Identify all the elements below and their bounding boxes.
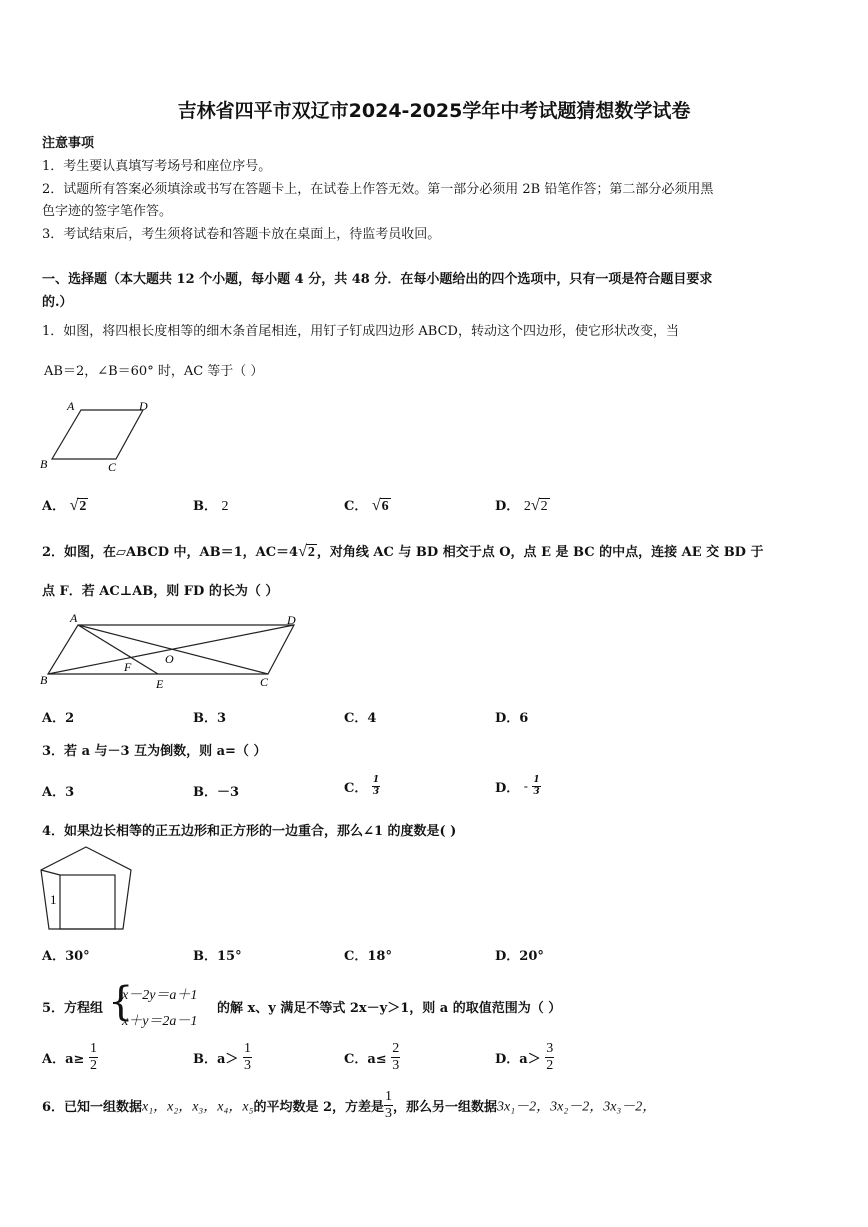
fraction: $\frac{3}{2}$ xyxy=(546,1041,554,1073)
label-b: B xyxy=(40,673,48,687)
sqrt-expression: √6 xyxy=(371,497,389,514)
q5-option-d[interactable] xyxy=(495,1042,554,1073)
label-b: B xyxy=(40,457,48,471)
q5-option-a[interactable] xyxy=(42,1042,98,1073)
equation-1: x－2y＝a＋1 xyxy=(122,988,198,1003)
diagonal-bd xyxy=(48,625,294,674)
q2-option-d[interactable]: D．6 xyxy=(495,711,529,726)
option-label: C． xyxy=(344,781,368,796)
brace-icon: { xyxy=(108,979,134,1025)
option-label: C． xyxy=(344,499,368,514)
q3-option-d[interactable]: D． - $\frac{1}{3}$ xyxy=(495,775,540,797)
question-5-prefix: 5．方程组 xyxy=(42,1001,104,1016)
notice-item-1: 1．考生要认真填写考场号和座位序号。 xyxy=(42,159,272,174)
question-6-text: 6．已知一组数据x₁，x₂，x₃，x₄，x₅的平均数是 2，方差是 $\frac{1}{3}$ ，那么另一组数据3x₁－2，3x₂－2，3x₃－2， xyxy=(42,1089,657,1121)
q5-option-c[interactable] xyxy=(344,1042,400,1073)
fraction: $\frac{1}{3}$ xyxy=(533,775,540,797)
question-5-suffix: 的解 x、y 满足不等式 2x－y＞1，则 a 的取值范围为（ ） xyxy=(217,1001,562,1016)
square-shape xyxy=(60,875,115,929)
notice-item-2: 2．试题所有答案必须填涂或书写在答题卡上，在试卷上作答无效。第一部分必须用 2B 铅笔作答；第二部分必须用黑 xyxy=(42,182,714,197)
option-label: A．a≥ xyxy=(42,1052,85,1067)
option-label: D． xyxy=(495,499,520,514)
option-label: B． xyxy=(193,499,217,514)
label-d: D xyxy=(287,613,296,627)
rhombus-shape xyxy=(52,410,143,459)
fraction: $\frac{2}{3}$ xyxy=(392,1041,400,1073)
q4-option-d[interactable]: D．20° xyxy=(495,949,544,964)
question-2-figure xyxy=(36,610,308,692)
q1-option-b[interactable] xyxy=(193,495,229,515)
q2-option-a[interactable]: A．2 xyxy=(42,711,75,726)
option-label: D． xyxy=(495,781,520,796)
label-f: F xyxy=(124,660,132,674)
question-3-text: 3．若 a 与－3 互为倒数，则 a=（ ） xyxy=(42,744,267,759)
q3-option-a[interactable]: A．3 xyxy=(42,785,75,800)
q1-option-c[interactable] xyxy=(344,495,391,515)
sqrt-expression: 2√2 xyxy=(523,497,548,514)
data-expressions: 3x₁－2，3x₂－2，3x₃－2， xyxy=(497,1099,657,1115)
variance-fraction: $\frac{1}{3}$ xyxy=(385,1089,393,1121)
question-1-condition: AB＝2，∠B＝60° 时，AC 等于（ ） xyxy=(44,364,264,379)
label-a: A xyxy=(67,399,75,413)
label-e: E xyxy=(156,677,164,691)
label-d: D xyxy=(139,399,148,413)
section-heading-cont: 的.） xyxy=(42,295,73,310)
q4-option-a[interactable]: A．30° xyxy=(42,949,90,964)
label-a: A xyxy=(70,611,78,625)
option-value: 2 xyxy=(221,499,229,514)
label-c: C xyxy=(260,675,269,689)
notice-item-3: 3．考试结束后，考生须将试卷和答题卡放在桌面上，待监考员收回。 xyxy=(42,227,441,242)
q4-option-c[interactable]: C．18° xyxy=(344,949,392,964)
fraction: $\frac{1}{3}$ xyxy=(372,775,380,797)
option-label: A． xyxy=(42,499,66,514)
fraction: $\frac{1}{3}$ xyxy=(243,1041,251,1073)
pentagon-shape xyxy=(41,847,131,929)
question-4-text: 4．如果边长相等的正五边形和正方形的一边重合，那么∠1 的度数是( ) xyxy=(42,824,457,839)
option-label: D．a＞ xyxy=(495,1052,541,1067)
q3-option-b[interactable]: B．－3 xyxy=(193,785,240,800)
equation-2: x＋y＝2a－1 xyxy=(122,1014,198,1029)
page-title: 吉林省四平市双辽市2024-2025学年中考试题猜想数学试卷 xyxy=(177,100,691,122)
data-variables: x₁，x₂，x₃，x₄，x₅ xyxy=(142,1099,254,1115)
angle-edge xyxy=(41,870,60,875)
question-1-figure xyxy=(36,396,156,476)
label-o: O xyxy=(165,652,174,666)
q1-option-a[interactable] xyxy=(42,495,88,515)
question-2-text: 2．如图，在▱ABCD 中，AB＝1，AC＝4√2 ，对角线 AC 与 BD 相交于点 O，点 E 是 BC 的中点，连接 AE 交 BD 于 xyxy=(42,543,764,560)
option-label: C．a≤ xyxy=(344,1052,387,1067)
q2-option-b[interactable]: B．3 xyxy=(193,711,227,726)
q3-option-c[interactable] xyxy=(344,776,380,797)
notice-heading: 注意事项 xyxy=(42,136,95,151)
q2-option-c[interactable]: C．4 xyxy=(344,711,377,726)
sqrt-expression: √2 xyxy=(69,497,87,514)
question-4-figure xyxy=(38,843,138,939)
question-1-text: 1．如图，将四根长度相等的细木条首尾相连，用钉子钉成四边形 ABCD，转动这个四边形，使它形状改变，当 xyxy=(42,324,679,339)
option-label: B．a＞ xyxy=(193,1052,239,1067)
q1-option-d[interactable] xyxy=(495,495,550,515)
question-2-text-cont: 点 F．若 AC⊥AB，则 FD 的长为（ ） xyxy=(42,584,279,599)
fraction: $\frac{1}{2}$ xyxy=(89,1041,97,1073)
section-heading: 一、选择题（本大题共 12 个小题，每小题 4 分，共 48 分．在每小题给出的四个选项中，只有一项是符合题目要求 xyxy=(42,272,713,287)
label-c: C xyxy=(108,460,117,474)
q4-option-b[interactable]: B．15° xyxy=(193,949,242,964)
q5-option-b[interactable] xyxy=(193,1042,252,1073)
angle-label: 1 xyxy=(50,892,57,907)
segment-ae xyxy=(78,625,158,674)
notice-item-2-cont: 色字迹的签字笔作答。 xyxy=(42,204,173,219)
